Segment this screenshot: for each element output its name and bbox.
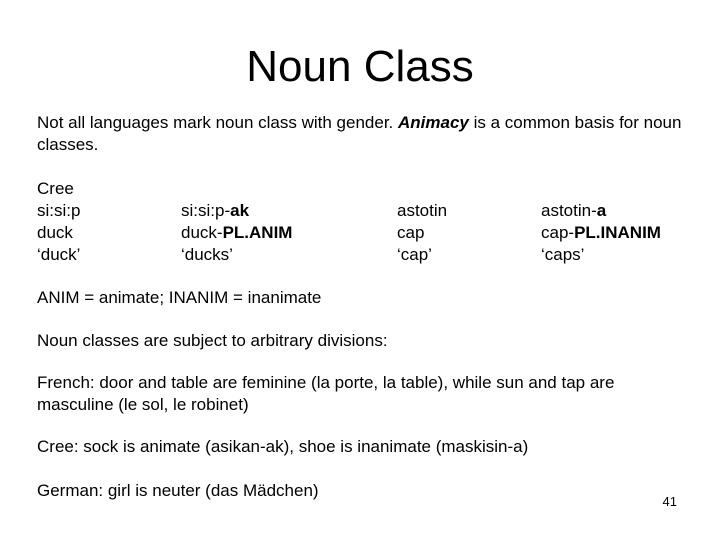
intro-paragraph [37, 112, 687, 156]
example-suffix: a [596, 201, 607, 220]
example-form [541, 200, 661, 222]
example-gloss-suffix: PL.ANIM [222, 223, 293, 242]
example-form: si:si:p [37, 201, 81, 220]
example-translation: ‘duck’ [37, 245, 81, 264]
example-column-singular-animate [37, 200, 80, 266]
example-gloss-suffix: PL.INANIM [574, 223, 661, 242]
french-example: French: door and table are feminine (la porte, la table), while sun and tap are masculine (le sol, le robinet) [37, 373, 615, 414]
intro-text-end: is a common basis for noun classes. [37, 113, 682, 154]
example-gloss [181, 222, 292, 244]
example-form [181, 200, 292, 222]
example-translation: ‘ducks’ [181, 245, 233, 264]
example-stem: astotin- [541, 201, 597, 220]
cree-example: Cree: sock is animate (asikan-ak), shoe is inanimate (maskisin-a) [37, 437, 529, 456]
example-gloss-stem: duck- [181, 223, 223, 242]
example-translation: ‘cap’ [397, 245, 432, 264]
example-suffix: ak [230, 201, 250, 220]
example-gloss: cap [397, 223, 425, 242]
example-column-plural-inanimate [541, 200, 661, 266]
page-number: 41 [662, 494, 677, 509]
example-gloss-stem: cap- [541, 223, 575, 242]
example-gloss [541, 222, 661, 244]
german-example: German: girl is neuter (das Mädchen) [37, 481, 319, 500]
example-column-plural-animate [181, 200, 292, 266]
intro-text-start: Not all languages mark noun class with gender. [37, 113, 398, 132]
example-stem: si:si:p- [181, 201, 231, 220]
example-language-label: Cree [37, 179, 74, 198]
example-form: astotin [397, 201, 448, 220]
example-column-singular-inanimate [397, 200, 447, 266]
noun-classes-statement: Noun classes are subject to arbitrary divisions: [37, 331, 388, 350]
example-gloss: duck [37, 223, 73, 242]
example-translation: ‘caps’ [541, 245, 585, 264]
abbreviations-note: ANIM = animate; INANIM = inanimate [37, 288, 322, 307]
slide-title: Noun Class [246, 42, 474, 91]
intro-emphasis-animacy: Animacy [397, 113, 469, 132]
